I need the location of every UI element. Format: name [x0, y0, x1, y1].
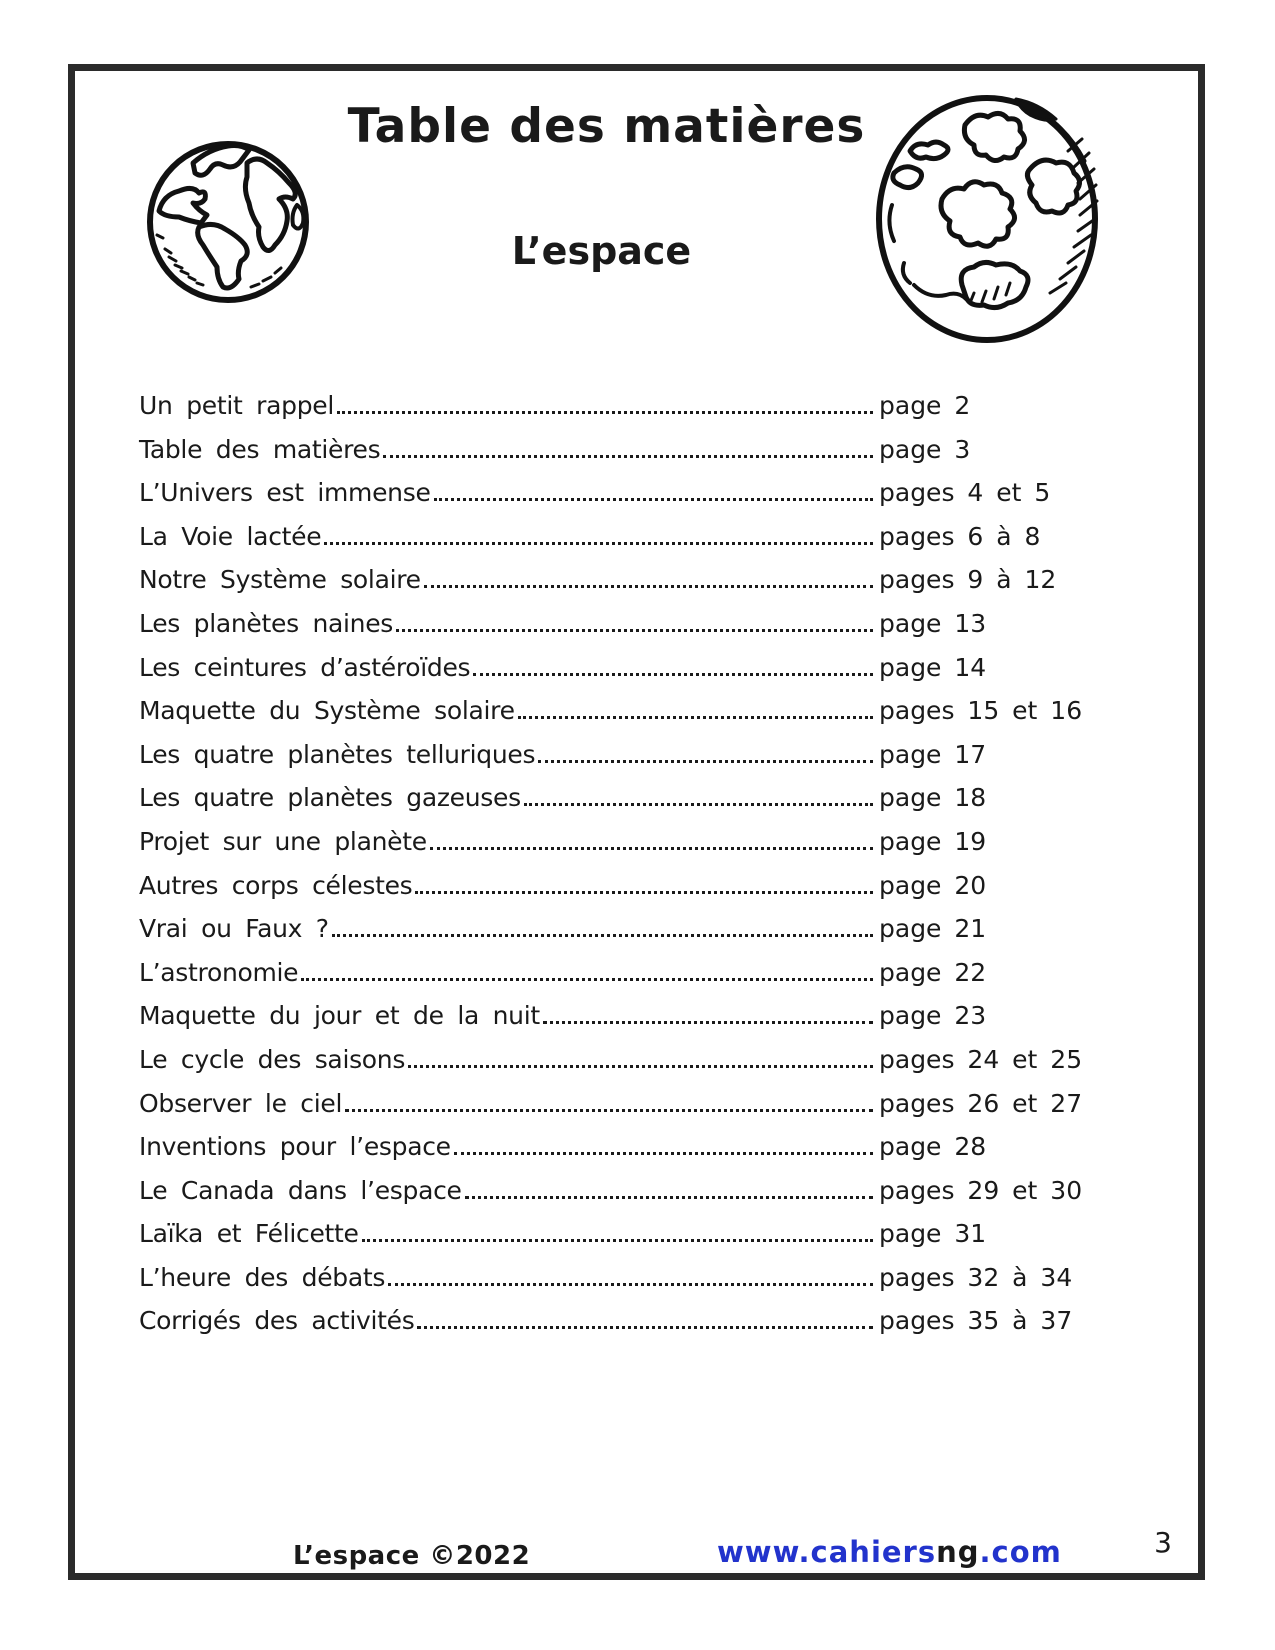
toc-entry-page: pages 24 et 25 — [879, 1044, 1083, 1074]
toc-entry-page: pages 32 à 34 — [879, 1262, 1073, 1292]
toc-entry-title: Les quatre planètes telluriques — [139, 739, 536, 769]
toc-entry — [139, 435, 1089, 479]
toc-entry-page: pages 15 et 16 — [879, 696, 1083, 726]
toc-entry-page: page 31 — [879, 1219, 987, 1249]
dotted-leader — [538, 760, 873, 763]
toc-entry-title: Laïka et Félicette — [139, 1219, 359, 1249]
toc-entry-page: page 2 — [879, 391, 971, 420]
earth-globe-icon — [143, 137, 313, 307]
toc-entry-title: Autres corps célestes — [139, 870, 413, 900]
toc-entry-page: pages 26 et 27 — [879, 1088, 1083, 1118]
toc-entry-title: La Voie lactée — [139, 521, 322, 551]
dotted-leader — [454, 1152, 873, 1155]
toc-entry-title: L’Univers est immense — [139, 478, 431, 508]
toc-entry-page: page 18 — [879, 783, 987, 813]
toc-entry-page: page 21 — [879, 914, 987, 944]
toc-entry-title: Notre Système solaire — [139, 565, 421, 595]
dotted-leader — [473, 673, 873, 676]
toc-entry — [139, 740, 1089, 784]
dotted-leader — [424, 585, 873, 588]
toc-entry-title: L’astronomie — [139, 957, 299, 987]
page-subtitle: L’espace — [511, 229, 692, 273]
toc-entry — [139, 1306, 1089, 1350]
dotted-leader — [383, 455, 873, 458]
dotted-leader — [543, 1021, 873, 1024]
toc-entry-title: L’heure des débats — [139, 1262, 386, 1292]
toc-entry — [139, 914, 1089, 958]
toc-entry-page: page 14 — [879, 652, 987, 682]
toc-entry — [139, 1263, 1089, 1307]
toc-entry — [139, 1045, 1089, 1089]
toc-entry-title: Projet sur une planète — [139, 826, 427, 856]
dotted-leader — [332, 934, 873, 937]
toc-entry-title: Corrigés des activités — [139, 1306, 415, 1336]
toc-entry — [139, 522, 1089, 566]
toc-entry-page: page 17 — [879, 739, 987, 769]
toc-entry-page: page 3 — [879, 434, 971, 464]
toc-entry-title: Maquette du Système solaire — [139, 696, 515, 726]
toc-entry-page: page 22 — [879, 957, 987, 987]
footer-link-part-2: ng — [936, 1535, 980, 1569]
toc-entry-page: page 23 — [879, 1001, 987, 1031]
dotted-leader — [518, 716, 873, 719]
toc-entry-title: Le Canada dans l’espace — [139, 1175, 462, 1205]
toc-entry-title: Un petit rappel — [139, 391, 335, 420]
dotted-leader — [388, 1283, 873, 1286]
toc-entry-page: page 28 — [879, 1132, 987, 1162]
sketchy-planet-icon — [870, 87, 1108, 351]
toc-entry-page: pages 35 à 37 — [879, 1306, 1073, 1336]
toc-entry-title: Table des matières — [139, 434, 381, 464]
toc-entry — [139, 653, 1089, 697]
toc-entry — [139, 783, 1089, 827]
toc-entry — [139, 1219, 1089, 1263]
dotted-leader — [408, 1065, 873, 1068]
dotted-leader — [345, 1109, 873, 1112]
toc-entry-page: page 13 — [879, 608, 987, 638]
dotted-leader — [415, 891, 873, 894]
toc-entry-title: Les planètes naines — [139, 608, 394, 638]
toc-entry-page: pages 4 et 5 — [879, 478, 1051, 508]
toc-entry-title: Observer le ciel — [139, 1088, 343, 1118]
toc-entry-title: Vrai ou Faux ? — [139, 914, 329, 944]
page-title: Table des matières — [347, 99, 866, 154]
toc-entry-title: Les ceintures d’astéroïdes — [139, 652, 471, 682]
dotted-leader — [465, 1196, 873, 1199]
footer-link-part-1: www.cahiers — [717, 1535, 937, 1569]
toc-entry-page: pages 9 à 12 — [879, 565, 1057, 595]
toc-entry-title: Maquette du jour et de la nuit — [139, 1001, 540, 1031]
dotted-leader — [524, 803, 873, 806]
footer-link-part-3: .com — [979, 1535, 1062, 1569]
dotted-leader — [396, 629, 873, 632]
toc-list — [139, 391, 1089, 1350]
dotted-leader — [417, 1326, 873, 1329]
toc-entry — [139, 827, 1089, 871]
toc-entry-title: Les quatre planètes gazeuses — [139, 783, 521, 813]
toc-entry-page: page 19 — [879, 826, 987, 856]
toc-entry — [139, 1089, 1089, 1133]
page-frame — [68, 64, 1205, 1580]
footer-website-link[interactable] — [717, 1535, 1062, 1569]
toc-entry — [139, 565, 1089, 609]
toc-entry-page: pages 29 et 30 — [879, 1175, 1083, 1205]
toc-entry-page: page 20 — [879, 870, 987, 900]
toc-entry — [139, 1176, 1089, 1220]
toc-entry — [139, 478, 1089, 522]
toc-entry-title: Le cycle des saisons — [139, 1044, 406, 1074]
toc-entry — [139, 391, 1089, 435]
page-header — [75, 71, 1198, 401]
toc-entry — [139, 1132, 1089, 1176]
footer-copyright: L’espace ©2022 — [293, 1541, 531, 1571]
toc-entry — [139, 609, 1089, 653]
toc-entry — [139, 958, 1089, 1002]
toc-entry — [139, 696, 1089, 740]
dotted-leader — [324, 542, 873, 545]
toc-entry — [139, 1001, 1089, 1045]
dotted-leader — [337, 411, 873, 414]
dotted-leader — [430, 847, 873, 850]
dotted-leader — [434, 498, 873, 501]
toc-entry-page: pages 6 à 8 — [879, 521, 1041, 551]
dotted-leader — [301, 978, 873, 981]
toc-entry-title: Inventions pour l’espace — [139, 1132, 451, 1162]
page-number: 3 — [1154, 1526, 1172, 1559]
dotted-leader — [362, 1239, 873, 1242]
toc-entry — [139, 871, 1089, 915]
